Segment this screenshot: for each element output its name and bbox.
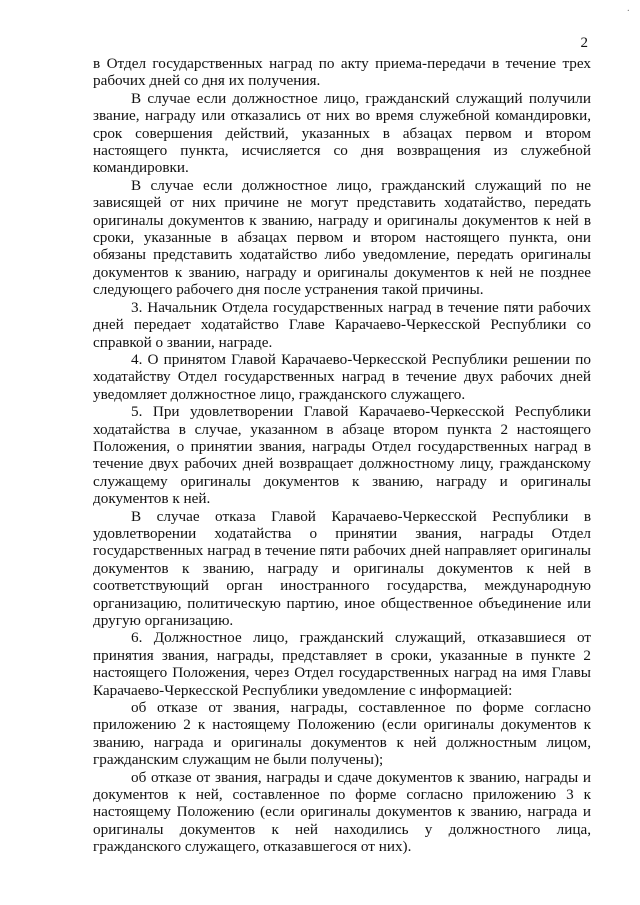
paragraph-refusal-appendix-3: об отказе от звания, награды и сдаче документов к званию, награды и документов к ней, составленное по форме согласно приложению 3 к настоящему Положению (если оригиналы документов к званию, награда и оригиналы документов к ней находились у должностного лица, гражданского служащего, отказавшегося от них).	[93, 768, 591, 856]
page-number: 2	[580, 35, 588, 51]
paragraph-item-3: 3. Начальник Отдела государственных наград в течение пяти рабочих дней передает ходатайство Главе Карачаево-Черкесской Республики со справкой о звании, награде.	[93, 298, 591, 351]
paragraph-continuation: в Отдел государственных наград по акту приема-передачи в течение трех рабочих дней со дня их получения.	[93, 55, 591, 90]
paragraph-item-6: 6. Должностное лицо, гражданский служащий, отказавшиеся от принятия звания, награды, представляет в сроки, указанные в пункте 2 настоящего Положения, через Отдел государственных наград на имя Главы Карачаево-Черкесской Республики уведомление с информацией:	[93, 629, 591, 699]
paragraph-refusal-appendix-2: об отказе от звания, награды, составленное по форме согласно приложению 2 к настоящему Положению (если оригиналы документов к званию, награда и оригиналы документов к ней должностным лицом, гражданским служащим не были получены);	[93, 699, 591, 769]
paragraph-item-5: 5. При удовлетворении Главой Карачаево-Черкесской Республики ходатайства в случае, указанном в абзаце втором пункта 2 настоящего Положения, о принятии звания, награды Отдел государственных наград в течение двух рабочих дней возвращает должностному лицу, гражданскому служащему оригиналы документов к званию, награду и оригиналы документов к ней.	[93, 403, 591, 508]
paragraph-business-trip: В случае если должностное лицо, гражданский служащий получили звание, награду или отказались от них во время служебной командировки, срок совершения действий, указанных в абзацах первом и втором настоящего пункта, исчисляется со дня возвращения из служебной командировки.	[93, 89, 591, 177]
document-body	[93, 55, 591, 856]
paragraph-independent-reason: В случае если должностное лицо, гражданский служащий по не зависящей от них причине не могут представить ходатайство, передать оригиналы документов к званию, награду и оригиналы документов к ней в сроки, указанные в абзацах первом и втором настоящего пункта, они обязаны представить ходатайство либо уведомление, передать оригиналы документов к званию, награду и оригиналы документов к ней не позднее следующего рабочего дня после устранения такой причины.	[93, 176, 591, 299]
paragraph-refusal-case: В случае отказа Главой Карачаево-Черкесской Республики в удовлетворении ходатайства о принятии звания, награды Отдел государственных наград в течение пяти рабочих дней направляет оригиналы документов к званию, награду и оригиналы документов к ней в соответствующий орган иностранного государства, международную организацию, политическую партию, иное общественное объединение или другую организацию.	[93, 507, 591, 629]
corner-mark: ·	[626, 6, 630, 17]
paragraph-item-4: 4. О принятом Главой Карачаево-Черкесской Республики решении по ходатайству Отдел государственных наград в течение двух рабочих дней уведомляет должностное лицо, гражданского служащего.	[93, 350, 591, 403]
